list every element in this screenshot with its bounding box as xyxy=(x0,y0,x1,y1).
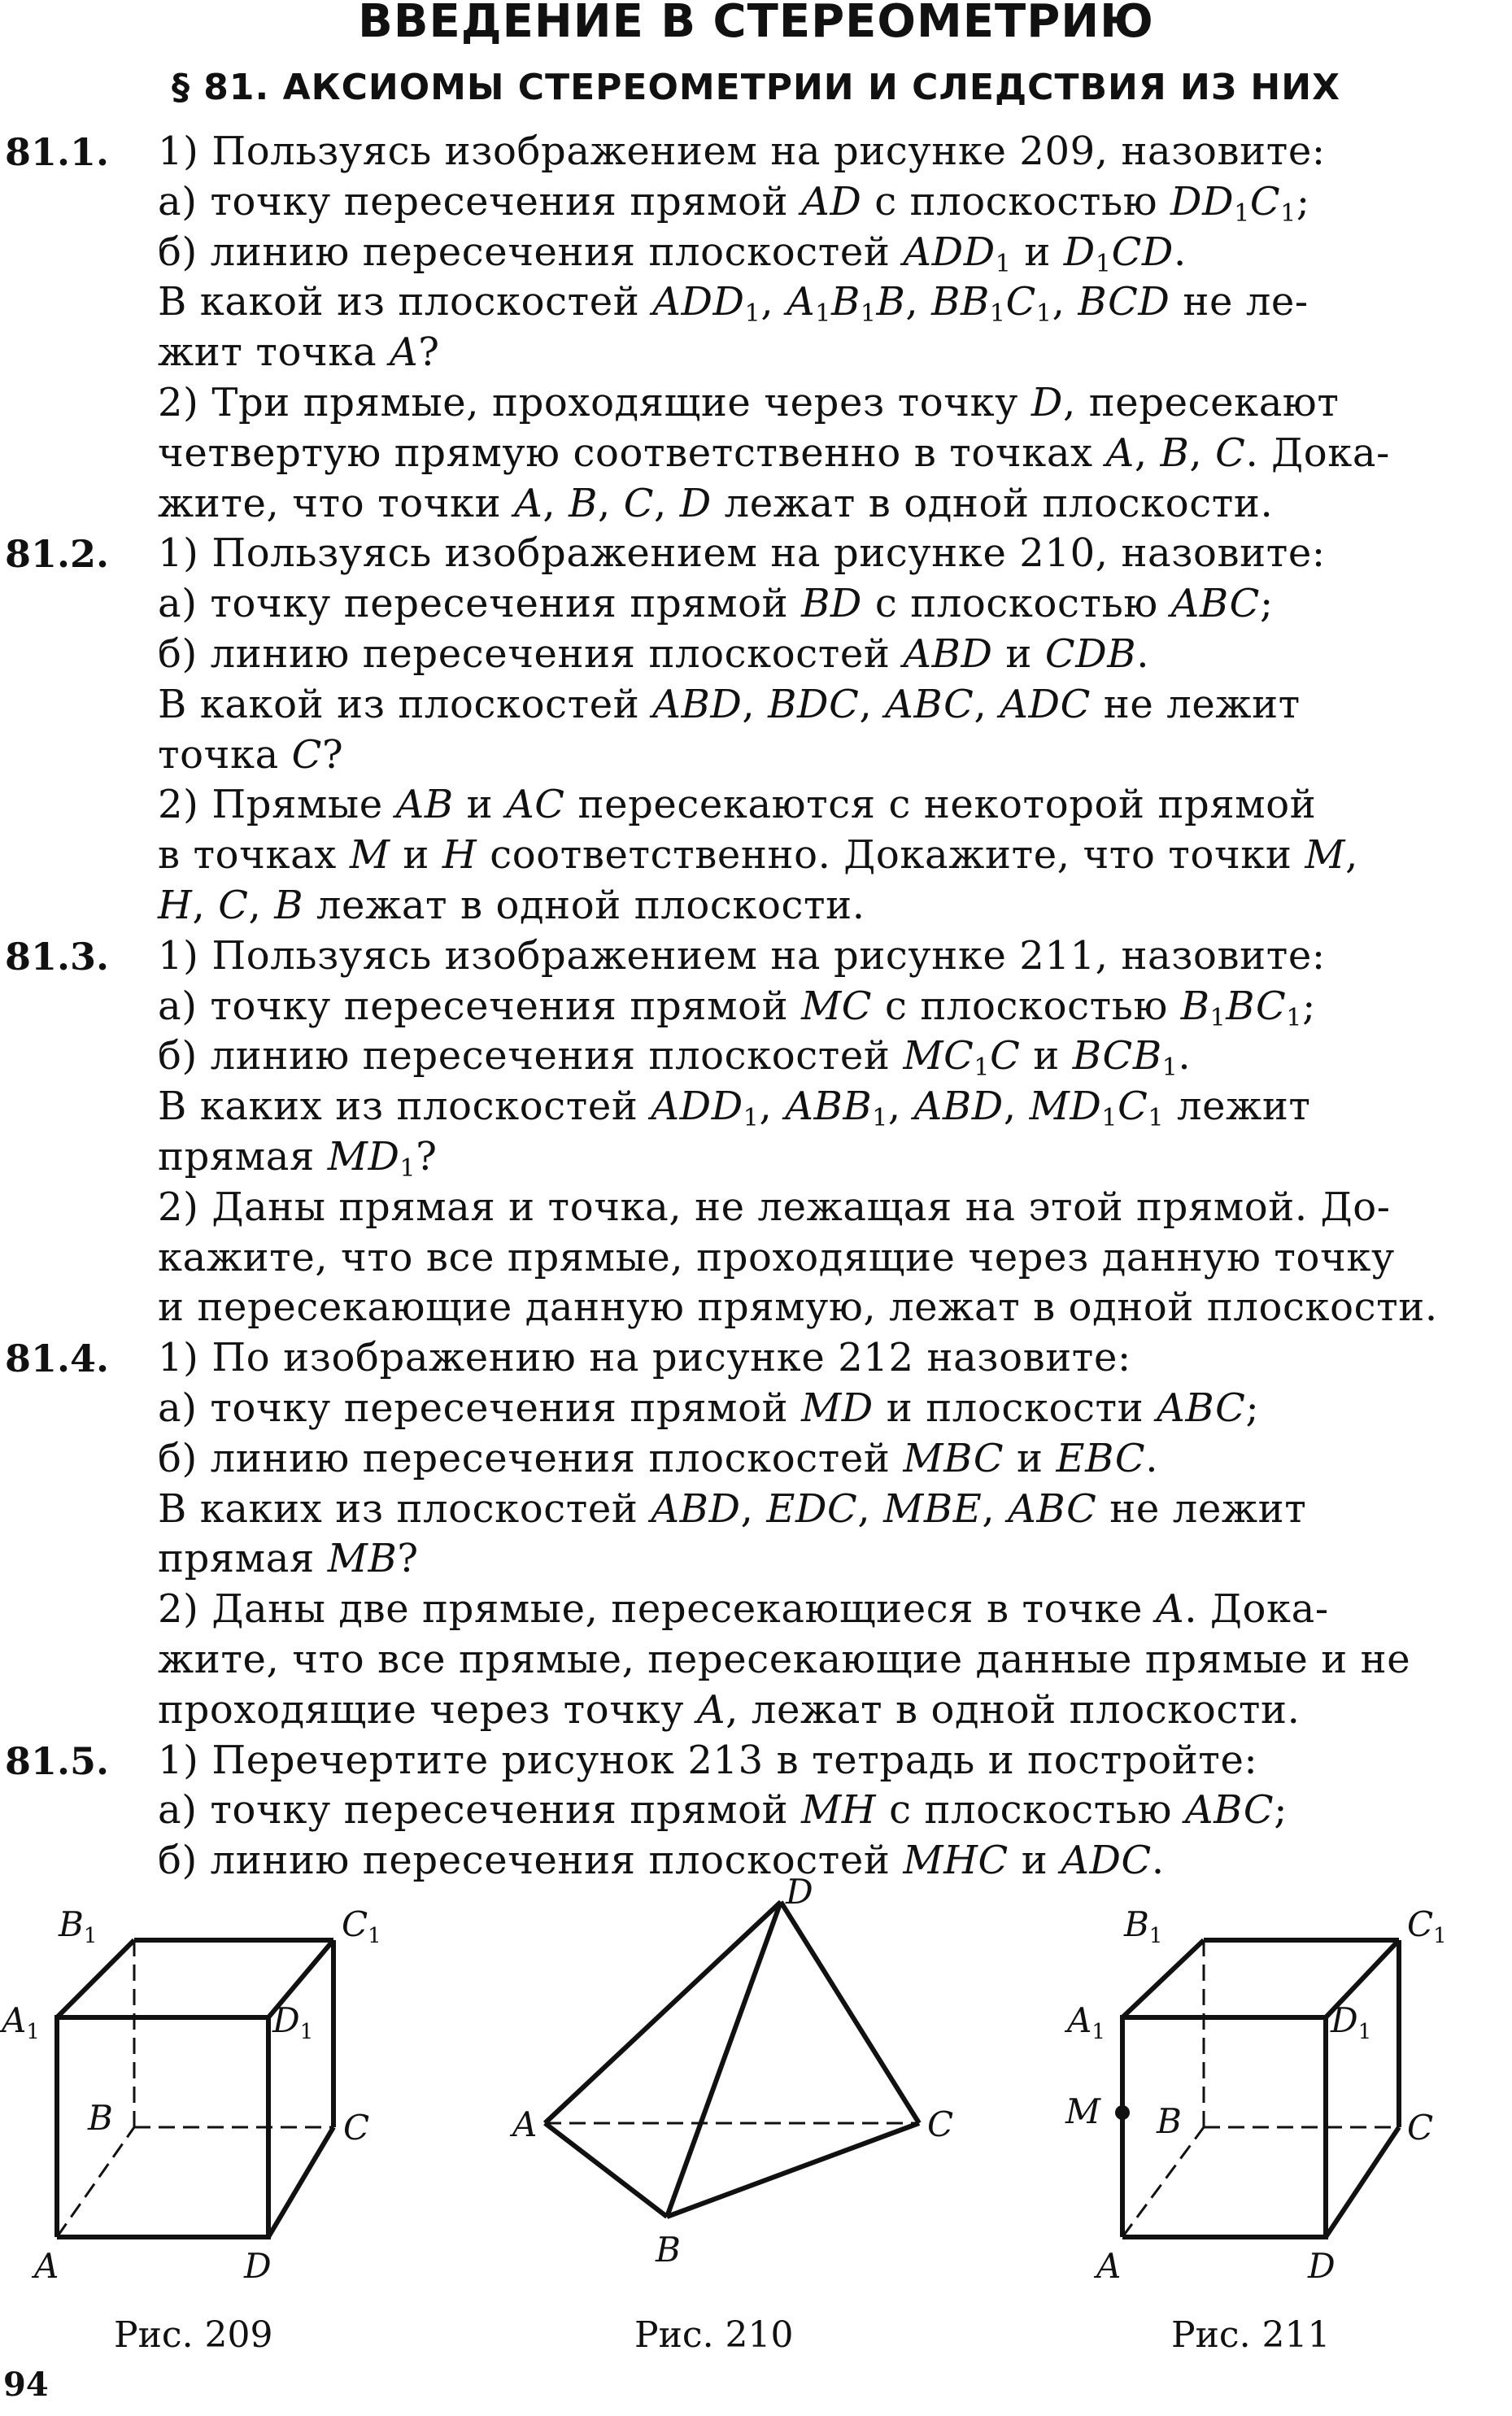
caption-209: Рис. 209 xyxy=(114,2314,273,2356)
problem-text-line: 2) Три прямые, проходящие через точку D, пересекают xyxy=(158,380,1340,425)
problem-text-line: точка C? xyxy=(158,731,344,778)
problem-text-line: прямая MB? xyxy=(158,1536,419,1582)
label-B: B xyxy=(1157,2101,1182,2141)
problem-text-line: В какой из плоскостей $ADD_1$, $A_1B_1B$, $BB_1C_1$, BCD не ле- xyxy=(158,279,1309,329)
problem-text-line: В каких из плоскостей $ADD_1$, $ABB_1$, ABD, $MD_1C_1$ лежит xyxy=(158,1084,1311,1133)
figures-row xyxy=(0,1871,1512,2359)
problem-text-line: а) точку пересечения прямой MD и плоскости ABC; xyxy=(158,1385,1260,1431)
problem-text-line: б) линию пересечения плоскостей MHC и ADC. xyxy=(158,1838,1165,1884)
problem-text-line: кажите, что все прямые, проходящие через данную точку xyxy=(158,1234,1395,1280)
label-M: M xyxy=(1065,2091,1101,2131)
problem-text-line: а) точку пересечения прямой MC с плоскостью $B_1BC_1$; xyxy=(158,983,1316,1032)
label-C: C xyxy=(343,2108,370,2148)
problem-text-line: В каких из плоскостей ABD, EDC, MBE, ABC не лежит xyxy=(158,1485,1307,1532)
problem-text-line: и пересекающие данную прямую, лежат в одной плоскости. xyxy=(158,1284,1438,1331)
label-D1: D1 xyxy=(1331,2000,1372,2044)
problem-text-line: 2) Даны прямая и точка, не лежащая на этой прямой. До- xyxy=(158,1184,1391,1230)
problem-text-line: 1) Пользуясь изображением на рисунке 210, назовите: xyxy=(158,530,1326,577)
problem-text-line: 1) Пользуясь изображением на рисунке 211, назовите: xyxy=(158,932,1326,979)
problem-text-line: жите, что точки A, B, C, D лежат в одной плоскости. xyxy=(158,480,1274,526)
problem-text-line: а) точку пересечения прямой AD с плоскостью $DD_1C_1$; xyxy=(158,178,1310,228)
problem-text-line: б) линию пересечения плоскостей MBC и EBC. xyxy=(158,1435,1159,1481)
problem-text-line: прямая $MD_1$? xyxy=(158,1134,438,1183)
problem-text-line: В какой из плоскостей ABD, BDC, ABC, ADC не лежит xyxy=(158,681,1301,727)
label-D: D xyxy=(244,2246,272,2286)
problem-text-line: 1) По изображению на рисунке 212 назовите: xyxy=(158,1335,1131,1381)
cube-front-face xyxy=(1122,2017,1326,2237)
problem-text-line: четвертую прямую соответственно в точках A, B, C. Дока- xyxy=(158,430,1390,476)
problem-text-line: б) линию пересечения плоскостей $ADD_1$ и $D_1CD$. xyxy=(158,229,1187,278)
problem-text-line: б) линию пересечения плоскостей ABD и CDB. xyxy=(158,631,1150,677)
chapter-title: ВВЕДЕНИЕ В СТЕРЕОМЕТРИЮ xyxy=(358,0,1154,48)
section-title: § 81. АКСИОМЫ СТЕРЕОМЕТРИИ И СЛЕДСТВИЯ ИЗ НИХ xyxy=(171,67,1340,108)
label-C: C xyxy=(927,2104,954,2144)
label-B1: B1 xyxy=(1124,1904,1163,1948)
figure-209 xyxy=(0,1871,455,2294)
problem-text-line: жит точка A? xyxy=(158,329,440,376)
page-number: 94 xyxy=(3,2366,49,2404)
problem-text-line: в точках M и H соответственно. Докажите, что точки M, xyxy=(158,832,1358,879)
problem-text-line: 1) Перечертите рисунок 213 в тетрадь и постройте: xyxy=(158,1737,1258,1783)
problem-text-line: проходящие через точку A, лежат в одной плоскости. xyxy=(158,1686,1301,1733)
problem-text-line: а) точку пересечения прямой BD с плоскостью ABC; xyxy=(158,581,1274,627)
problem-text-line: б) линию пересечения плоскостей $MC_1C$ и $BCB_1$. xyxy=(158,1033,1192,1083)
figure-211 xyxy=(1049,1871,1505,2294)
label-A: A xyxy=(34,2246,59,2286)
label-C1: C1 xyxy=(342,1904,381,1948)
label-B1: B1 xyxy=(59,1904,98,1948)
point-M xyxy=(1115,2105,1130,2120)
label-A: A xyxy=(1096,2246,1122,2286)
problem-number: 81.2. xyxy=(5,532,110,577)
problem-number: 81.5. xyxy=(5,1738,110,1783)
problem-text-line: а) точку пересечения прямой MH с плоскостью ABC; xyxy=(158,1787,1288,1834)
caption-210: Рис. 210 xyxy=(634,2314,794,2356)
label-B: B xyxy=(656,2230,681,2270)
caption-211: Рис. 211 xyxy=(1171,2314,1331,2356)
problem-text-line: 2) Даны две прямые, пересекающиеся в точке A. Дока- xyxy=(158,1586,1329,1633)
problem-text-line: 2) Прямые AB и AC пересекаются с некоторой прямой xyxy=(158,782,1317,828)
problem-number: 81.1. xyxy=(5,130,110,174)
label-D: D xyxy=(786,1872,813,1912)
problem-text-line: 1) Пользуясь изображением на рисунке 209, назовите: xyxy=(158,129,1326,174)
label-B: B xyxy=(88,2098,113,2138)
label-A1: A1 xyxy=(2,2000,40,2044)
problem-number: 81.3. xyxy=(5,934,110,979)
label-D1: D1 xyxy=(272,2000,314,2044)
label-A: A xyxy=(512,2104,538,2144)
problem-number: 81.4. xyxy=(5,1337,110,1381)
problem-text-line: H, C, B лежат в одной плоскости. xyxy=(158,883,865,928)
problem-text-line: жите, что все прямые, пересекающие данные прямые и не xyxy=(158,1637,1411,1682)
label-D: D xyxy=(1308,2246,1336,2286)
label-C1: C1 xyxy=(1407,1904,1447,1948)
label-C: C xyxy=(1407,2108,1434,2148)
label-A1: A1 xyxy=(1067,2000,1105,2044)
figure-210 xyxy=(496,1871,984,2294)
